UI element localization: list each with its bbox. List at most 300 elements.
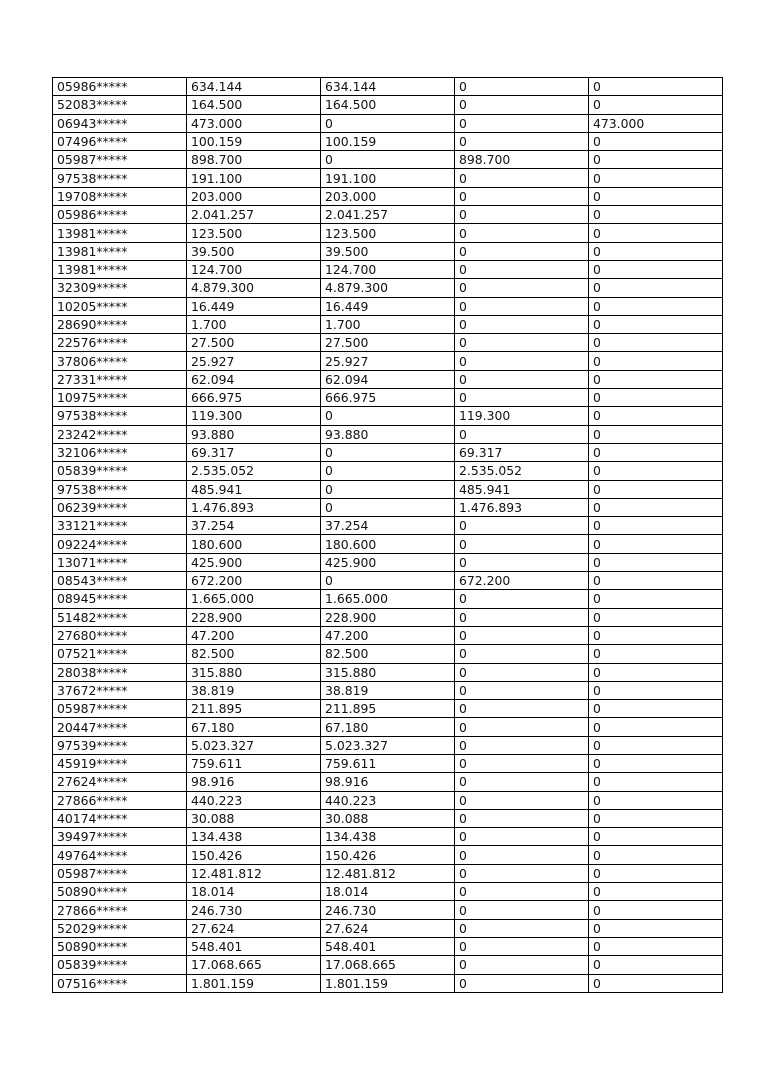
col4-cell: 2.535.052 [455, 462, 589, 480]
col3-cell: 1.665.000 [321, 590, 455, 608]
amount-cell: 18.014 [187, 883, 321, 901]
col4-cell: 0 [455, 919, 589, 937]
col4-cell: 0 [455, 206, 589, 224]
col5-cell: 0 [589, 279, 723, 297]
table-row [53, 736, 723, 754]
col3-cell: 27.624 [321, 919, 455, 937]
table-row [53, 608, 723, 626]
col3-cell: 666.975 [321, 389, 455, 407]
col4-cell: 0 [455, 754, 589, 772]
id-cell: 32309***** [53, 279, 187, 297]
col5-cell: 0 [589, 608, 723, 626]
id-cell: 06239***** [53, 498, 187, 516]
amount-cell: 211.895 [187, 700, 321, 718]
table-row [53, 809, 723, 827]
amount-cell: 16.449 [187, 297, 321, 315]
col4-cell: 119.300 [455, 407, 589, 425]
amount-cell: 37.254 [187, 517, 321, 535]
table-row [53, 754, 723, 772]
col5-cell: 0 [589, 498, 723, 516]
id-cell: 28038***** [53, 663, 187, 681]
col3-cell: 39.500 [321, 242, 455, 260]
amount-cell: 12.481.812 [187, 864, 321, 882]
col3-cell: 634.144 [321, 78, 455, 96]
table-row [53, 846, 723, 864]
amount-cell: 30.088 [187, 809, 321, 827]
table-row [53, 773, 723, 791]
col3-cell: 67.180 [321, 718, 455, 736]
col3-cell: 17.068.665 [321, 956, 455, 974]
col3-cell: 228.900 [321, 608, 455, 626]
table-row [53, 681, 723, 699]
amount-cell: 315.880 [187, 663, 321, 681]
id-cell: 19708***** [53, 187, 187, 205]
amount-cell: 5.023.327 [187, 736, 321, 754]
table-row [53, 663, 723, 681]
col5-cell: 0 [589, 334, 723, 352]
col5-cell: 0 [589, 572, 723, 590]
amount-cell: 38.819 [187, 681, 321, 699]
col3-cell: 18.014 [321, 883, 455, 901]
amount-cell: 2.535.052 [187, 462, 321, 480]
col4-cell: 0 [455, 389, 589, 407]
amount-cell: 17.068.665 [187, 956, 321, 974]
col5-cell: 0 [589, 937, 723, 955]
table-row [53, 242, 723, 260]
col5-cell: 0 [589, 553, 723, 571]
id-cell: 50890***** [53, 937, 187, 955]
col3-cell: 0 [321, 443, 455, 461]
table-row [53, 425, 723, 443]
col3-cell: 38.819 [321, 681, 455, 699]
table-row [53, 883, 723, 901]
id-cell: 05987***** [53, 864, 187, 882]
col3-cell: 93.880 [321, 425, 455, 443]
col3-cell: 5.023.327 [321, 736, 455, 754]
col5-cell: 0 [589, 242, 723, 260]
col3-cell: 203.000 [321, 187, 455, 205]
col4-cell: 0 [455, 626, 589, 644]
id-cell: 51482***** [53, 608, 187, 626]
col3-cell: 98.916 [321, 773, 455, 791]
col4-cell: 672.200 [455, 572, 589, 590]
table-row [53, 462, 723, 480]
col5-cell: 0 [589, 132, 723, 150]
col4-cell: 485.941 [455, 480, 589, 498]
col3-cell: 548.401 [321, 937, 455, 955]
col5-cell: 0 [589, 700, 723, 718]
id-cell: 05839***** [53, 462, 187, 480]
table-row [53, 791, 723, 809]
table-row [53, 626, 723, 644]
col5-cell: 0 [589, 681, 723, 699]
table-row [53, 279, 723, 297]
id-cell: 07496***** [53, 132, 187, 150]
table-row [53, 389, 723, 407]
id-cell: 20447***** [53, 718, 187, 736]
col3-cell: 246.730 [321, 901, 455, 919]
col4-cell: 0 [455, 425, 589, 443]
table-row [53, 517, 723, 535]
col4-cell: 0 [455, 681, 589, 699]
amount-cell: 1.700 [187, 315, 321, 333]
col3-cell: 123.500 [321, 224, 455, 242]
col4-cell: 0 [455, 864, 589, 882]
col5-cell: 0 [589, 828, 723, 846]
id-cell: 32106***** [53, 443, 187, 461]
col5-cell: 0 [589, 590, 723, 608]
col4-cell: 0 [455, 700, 589, 718]
col5-cell: 0 [589, 773, 723, 791]
amount-cell: 759.611 [187, 754, 321, 772]
col3-cell: 124.700 [321, 260, 455, 278]
col5-cell: 0 [589, 151, 723, 169]
table-row [53, 590, 723, 608]
table-row [53, 407, 723, 425]
id-cell: 52083***** [53, 96, 187, 114]
col3-cell: 134.438 [321, 828, 455, 846]
col3-cell: 191.100 [321, 169, 455, 187]
col5-cell: 0 [589, 517, 723, 535]
table-row [53, 297, 723, 315]
table-row [53, 956, 723, 974]
id-cell: 07516***** [53, 974, 187, 992]
id-cell: 13981***** [53, 260, 187, 278]
id-cell: 13981***** [53, 224, 187, 242]
col3-cell: 62.094 [321, 370, 455, 388]
table-row [53, 132, 723, 150]
amount-cell: 69.317 [187, 443, 321, 461]
col5-cell: 0 [589, 443, 723, 461]
col4-cell: 0 [455, 608, 589, 626]
amount-cell: 672.200 [187, 572, 321, 590]
id-cell: 10975***** [53, 389, 187, 407]
col3-cell: 211.895 [321, 700, 455, 718]
amount-cell: 27.500 [187, 334, 321, 352]
col4-cell: 898.700 [455, 151, 589, 169]
col4-cell: 0 [455, 535, 589, 553]
table-row [53, 315, 723, 333]
table-row [53, 224, 723, 242]
id-cell: 22576***** [53, 334, 187, 352]
col3-cell: 27.500 [321, 334, 455, 352]
amount-cell: 25.927 [187, 352, 321, 370]
table-row [53, 206, 723, 224]
col5-cell: 0 [589, 956, 723, 974]
amount-cell: 47.200 [187, 626, 321, 644]
id-cell: 50890***** [53, 883, 187, 901]
id-cell: 13981***** [53, 242, 187, 260]
col4-cell: 0 [455, 370, 589, 388]
amount-cell: 1.476.893 [187, 498, 321, 516]
col4-cell: 0 [455, 809, 589, 827]
col5-cell: 0 [589, 736, 723, 754]
amount-cell: 27.624 [187, 919, 321, 937]
amount-cell: 666.975 [187, 389, 321, 407]
table-row [53, 370, 723, 388]
table-row [53, 443, 723, 461]
col5-cell: 0 [589, 480, 723, 498]
id-cell: 23242***** [53, 425, 187, 443]
col4-cell: 69.317 [455, 443, 589, 461]
id-cell: 49764***** [53, 846, 187, 864]
amount-cell: 2.041.257 [187, 206, 321, 224]
col5-cell: 473.000 [589, 114, 723, 132]
col3-cell: 82.500 [321, 645, 455, 663]
amount-cell: 485.941 [187, 480, 321, 498]
id-cell: 13071***** [53, 553, 187, 571]
amount-cell: 98.916 [187, 773, 321, 791]
col4-cell: 0 [455, 78, 589, 96]
table-row [53, 919, 723, 937]
table-row [53, 96, 723, 114]
col3-cell: 4.879.300 [321, 279, 455, 297]
col4-cell: 0 [455, 96, 589, 114]
col5-cell: 0 [589, 352, 723, 370]
col4-cell: 1.476.893 [455, 498, 589, 516]
col3-cell: 0 [321, 114, 455, 132]
col5-cell: 0 [589, 974, 723, 992]
col5-cell: 0 [589, 791, 723, 809]
amount-cell: 39.500 [187, 242, 321, 260]
col3-cell: 0 [321, 572, 455, 590]
col4-cell: 0 [455, 736, 589, 754]
id-cell: 97539***** [53, 736, 187, 754]
id-cell: 39497***** [53, 828, 187, 846]
col3-cell: 0 [321, 480, 455, 498]
col3-cell: 759.611 [321, 754, 455, 772]
id-cell: 07521***** [53, 645, 187, 663]
id-cell: 37806***** [53, 352, 187, 370]
col5-cell: 0 [589, 846, 723, 864]
col4-cell: 0 [455, 883, 589, 901]
amount-cell: 123.500 [187, 224, 321, 242]
col3-cell: 2.041.257 [321, 206, 455, 224]
id-cell: 27866***** [53, 901, 187, 919]
table-row [53, 700, 723, 718]
col3-cell: 25.927 [321, 352, 455, 370]
col4-cell: 0 [455, 846, 589, 864]
amount-cell: 1.665.000 [187, 590, 321, 608]
col5-cell: 0 [589, 260, 723, 278]
col3-cell: 0 [321, 462, 455, 480]
amount-cell: 203.000 [187, 187, 321, 205]
col5-cell: 0 [589, 663, 723, 681]
table-row [53, 572, 723, 590]
table-row [53, 937, 723, 955]
col4-cell: 0 [455, 224, 589, 242]
col4-cell: 0 [455, 645, 589, 663]
col5-cell: 0 [589, 626, 723, 644]
col3-cell: 37.254 [321, 517, 455, 535]
col3-cell: 425.900 [321, 553, 455, 571]
table-row [53, 864, 723, 882]
col4-cell: 0 [455, 956, 589, 974]
id-cell: 45919***** [53, 754, 187, 772]
amount-cell: 67.180 [187, 718, 321, 736]
col5-cell: 0 [589, 96, 723, 114]
col4-cell: 0 [455, 352, 589, 370]
col4-cell: 0 [455, 279, 589, 297]
table-row [53, 114, 723, 132]
col3-cell: 180.600 [321, 535, 455, 553]
col3-cell: 164.500 [321, 96, 455, 114]
col5-cell: 0 [589, 919, 723, 937]
id-cell: 97538***** [53, 407, 187, 425]
amount-cell: 100.159 [187, 132, 321, 150]
col5-cell: 0 [589, 645, 723, 663]
id-cell: 05987***** [53, 700, 187, 718]
amount-cell: 82.500 [187, 645, 321, 663]
id-cell: 09224***** [53, 535, 187, 553]
col5-cell: 0 [589, 425, 723, 443]
table-row [53, 645, 723, 663]
col3-cell: 440.223 [321, 791, 455, 809]
col5-cell: 0 [589, 297, 723, 315]
amount-cell: 425.900 [187, 553, 321, 571]
col3-cell: 30.088 [321, 809, 455, 827]
col5-cell: 0 [589, 718, 723, 736]
col3-cell: 1.700 [321, 315, 455, 333]
col5-cell: 0 [589, 370, 723, 388]
amount-cell: 440.223 [187, 791, 321, 809]
col3-cell: 0 [321, 498, 455, 516]
table-row [53, 901, 723, 919]
table-row [53, 187, 723, 205]
col4-cell: 0 [455, 901, 589, 919]
id-cell: 08543***** [53, 572, 187, 590]
col5-cell: 0 [589, 883, 723, 901]
col5-cell: 0 [589, 315, 723, 333]
id-cell: 27331***** [53, 370, 187, 388]
col5-cell: 0 [589, 389, 723, 407]
col4-cell: 0 [455, 242, 589, 260]
amount-cell: 164.500 [187, 96, 321, 114]
amount-cell: 898.700 [187, 151, 321, 169]
col5-cell: 0 [589, 407, 723, 425]
amount-cell: 93.880 [187, 425, 321, 443]
id-cell: 05986***** [53, 206, 187, 224]
col3-cell: 0 [321, 151, 455, 169]
col4-cell: 0 [455, 260, 589, 278]
data-table [52, 77, 723, 993]
col4-cell: 0 [455, 590, 589, 608]
col3-cell: 315.880 [321, 663, 455, 681]
col5-cell: 0 [589, 901, 723, 919]
col3-cell: 1.801.159 [321, 974, 455, 992]
col5-cell: 0 [589, 535, 723, 553]
table-body [53, 78, 723, 993]
id-cell: 33121***** [53, 517, 187, 535]
amount-cell: 634.144 [187, 78, 321, 96]
table-row [53, 828, 723, 846]
id-cell: 05986***** [53, 78, 187, 96]
table-row [53, 151, 723, 169]
col4-cell: 0 [455, 663, 589, 681]
table-row [53, 974, 723, 992]
amount-cell: 191.100 [187, 169, 321, 187]
id-cell: 27866***** [53, 791, 187, 809]
table-row [53, 78, 723, 96]
amount-cell: 62.094 [187, 370, 321, 388]
amount-cell: 246.730 [187, 901, 321, 919]
col4-cell: 0 [455, 169, 589, 187]
table-row [53, 498, 723, 516]
table-row [53, 535, 723, 553]
col5-cell: 0 [589, 206, 723, 224]
table-row [53, 334, 723, 352]
id-cell: 06943***** [53, 114, 187, 132]
amount-cell: 134.438 [187, 828, 321, 846]
id-cell: 08945***** [53, 590, 187, 608]
col4-cell: 0 [455, 791, 589, 809]
table-row [53, 260, 723, 278]
col4-cell: 0 [455, 132, 589, 150]
id-cell: 05839***** [53, 956, 187, 974]
col5-cell: 0 [589, 462, 723, 480]
col4-cell: 0 [455, 297, 589, 315]
col3-cell: 47.200 [321, 626, 455, 644]
col4-cell: 0 [455, 553, 589, 571]
col5-cell: 0 [589, 809, 723, 827]
amount-cell: 548.401 [187, 937, 321, 955]
col5-cell: 0 [589, 224, 723, 242]
col3-cell: 150.426 [321, 846, 455, 864]
id-cell: 52029***** [53, 919, 187, 937]
table-row [53, 480, 723, 498]
col4-cell: 0 [455, 828, 589, 846]
amount-cell: 180.600 [187, 535, 321, 553]
col5-cell: 0 [589, 169, 723, 187]
col5-cell: 0 [589, 78, 723, 96]
id-cell: 97538***** [53, 480, 187, 498]
col4-cell: 0 [455, 187, 589, 205]
amount-cell: 119.300 [187, 407, 321, 425]
table-row [53, 169, 723, 187]
col3-cell: 16.449 [321, 297, 455, 315]
col4-cell: 0 [455, 517, 589, 535]
id-cell: 27624***** [53, 773, 187, 791]
id-cell: 97538***** [53, 169, 187, 187]
col3-cell: 0 [321, 407, 455, 425]
col4-cell: 0 [455, 718, 589, 736]
id-cell: 05987***** [53, 151, 187, 169]
col4-cell: 0 [455, 974, 589, 992]
col4-cell: 0 [455, 773, 589, 791]
amount-cell: 150.426 [187, 846, 321, 864]
amount-cell: 4.879.300 [187, 279, 321, 297]
id-cell: 10205***** [53, 297, 187, 315]
amount-cell: 124.700 [187, 260, 321, 278]
id-cell: 28690***** [53, 315, 187, 333]
col5-cell: 0 [589, 754, 723, 772]
col4-cell: 0 [455, 334, 589, 352]
table-row [53, 352, 723, 370]
id-cell: 37672***** [53, 681, 187, 699]
table-row [53, 553, 723, 571]
amount-cell: 1.801.159 [187, 974, 321, 992]
table-row [53, 718, 723, 736]
amount-cell: 228.900 [187, 608, 321, 626]
col4-cell: 0 [455, 937, 589, 955]
id-cell: 40174***** [53, 809, 187, 827]
id-cell: 27680***** [53, 626, 187, 644]
col5-cell: 0 [589, 864, 723, 882]
col3-cell: 100.159 [321, 132, 455, 150]
col4-cell: 0 [455, 315, 589, 333]
col3-cell: 12.481.812 [321, 864, 455, 882]
amount-cell: 473.000 [187, 114, 321, 132]
